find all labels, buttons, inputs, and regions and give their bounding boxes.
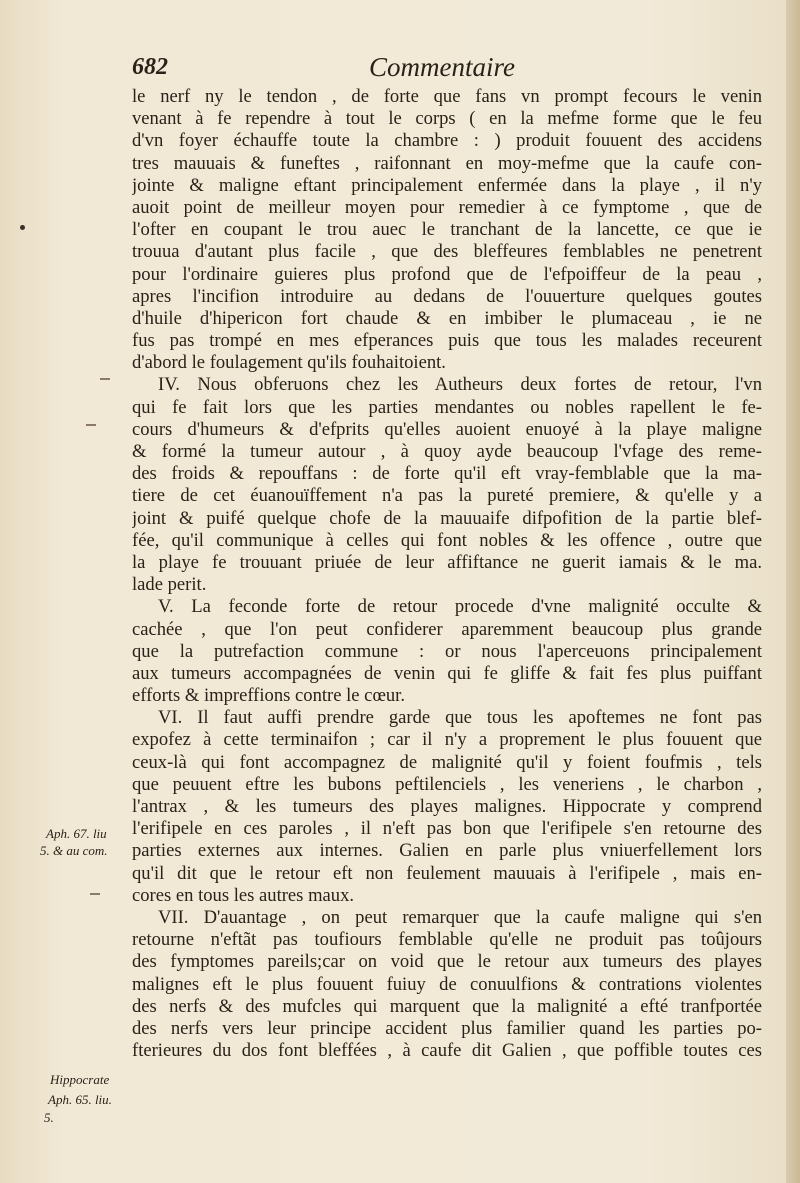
paragraph-heading-iv: IV. Nous obferuons chez les Autheurs deux fortes de retour, l'vn [158, 374, 762, 396]
text-line: l'erifipele en ces paroles , il n'eft pas bon que l'erifipele s'en retourne des [132, 818, 762, 840]
margin-note-aph67: Aph. 67. liu [46, 826, 107, 841]
text-line: malignes eft le plus fouuent fuiuy de conuulfions & contrations violentes [132, 973, 762, 995]
paragraph-heading-vi: VI. Il faut auffi prendre garde que tous les apoftemes ne font pas [158, 707, 762, 729]
text-line: parties externes aux internes. Galien en parle plus vniuerfellement lors [132, 840, 762, 862]
text-line: lade perit. [132, 574, 207, 596]
margin-note-hippocrate: Hippocrate [50, 1072, 110, 1087]
margin-mark [90, 893, 100, 895]
paragraph-heading-vii: VII. D'auantage , on peut remarquer que la caufe maligne qui s'en [158, 906, 762, 928]
text-line: d'vn foyer échauffe toute la chambre : ) produit fouuent des accidens [132, 130, 762, 152]
text-line: des froids & repouffans : de forte qu'il eft vray-femblable que la ma- [132, 463, 762, 485]
text-line: que peuuent eftre les bubons peftilenciels , les veneriens , le charbon , [132, 773, 762, 795]
margin-mark [100, 378, 110, 380]
page-header [132, 54, 762, 84]
text-line: fterieures du dos font bleffées , à caufe dit Galien , que poffible toutes ces [132, 1040, 762, 1062]
text-line: l'antrax , & les tumeurs des playes malignes. Hippocrate y comprend [132, 796, 762, 817]
text-line: la playe fe trouuant priuée de leur affiftance ne guerit iamais & le ma. [132, 551, 762, 573]
text-line: des nerfs & des mufcles qui marquent que la malignité a efté tranfportée [132, 995, 762, 1017]
margin-note-aph65: Aph. 65. liu. [48, 1092, 112, 1107]
text-line: que la putrefaction commune : or nous l'aperceuons principalement [132, 640, 762, 662]
text-line: cachée , que l'on peut confiderer aparemment beaucoup plus grande [132, 618, 762, 640]
margin-note-aph65-cont: 5. [44, 1110, 54, 1125]
text-line: efforts & impreffions contre le cœur. [132, 685, 405, 707]
text-line: d'huile d'hipericon fort chaude & en imbiber le plumaceau , ie ne [132, 307, 762, 329]
text-line: retourne n'eftãt pas toufiours femblable qu'elle ne produit pas toûjours [132, 929, 762, 951]
text-line: fus pas trompé en mes efperances puis que tous les malades receurent [132, 330, 762, 352]
text-line: jointe & maligne eftant principalement enfermée dans la playe , il n'y [132, 174, 762, 196]
text-line: cours d'humeurs & d'efprits qu'elles auoient enuoyé à la playe maligne [132, 418, 762, 440]
body-text [132, 86, 762, 1062]
text-line: cores en tous les autres maux. [132, 884, 355, 906]
text-line: le nerf ny le tendon , de forte que fans vn prompt fecours le venin [132, 86, 762, 107]
text-line: des nerfs vers leur principe accident plus familier quand les parties po- [132, 1017, 762, 1039]
text-line: joint & puifé quelque chofe de la mauuaife difpofition de la partie blef- [132, 507, 762, 529]
ink-spot [20, 225, 25, 230]
text-line: tres mauuais & funeftes , raifonnant en moy-mefme que la caufe con- [132, 152, 762, 174]
text-line: trouua d'autant plus facile , que des bleffeures femblables ne penetrent [132, 241, 762, 263]
text-line: expofez à cette terminaifon ; car il n'y a proprement le plus fouuent que [132, 729, 762, 751]
paragraph-heading-v: V. La feconde forte de retour procede d'vne malignité occulte & [158, 596, 762, 618]
text-line: apres l'incifion introduire au dedans de l'ouuerture quelques goutes [132, 285, 762, 307]
text-line: auoit point de meilleur moyen pour remedier à ce fymptome , que de [132, 196, 762, 218]
text-line: pour l'ordinaire guieres plus profond que de l'efpoiffeur de la peau , [132, 263, 762, 285]
text-line: venant à fe rependre à tout le corps ( en la mefme forme que le feu [132, 108, 762, 130]
text-line: aux tumeurs accompagnées de venin qui fe gliffe & fait fes plus puiffant [132, 662, 762, 684]
text-line: ceux-là qui font accompagnez de malignité qu'il y foient foufmis , tels [132, 751, 762, 773]
margin-note-aph67-cont: 5. & au com. [40, 843, 108, 858]
text-line: l'ofter en coupant le trou auec le tranchant de la lancette, ce que ie [132, 219, 762, 241]
page-number: 682 [132, 54, 168, 80]
text-line: d'abord le foulagement qu'ils fouhaitoient. [132, 352, 446, 374]
text-line: des fymptomes pareils;car on void que le retour aux tumeurs des playes [132, 951, 762, 973]
text-line: & formé la tumeur autour , à quoy ayde beaucoup l'vfage des reme- [132, 441, 762, 462]
text-line: tiere de cet éuanouïffement n'a pas la pureté premiere, & qu'elle y a [132, 485, 762, 507]
page-edge-shadow [786, 0, 800, 1183]
text-line: qu'il dit que le retour eft non feulement mauuais à l'erifipele , mais en- [132, 862, 762, 884]
running-title: Commentaire [369, 52, 515, 82]
margin-mark [86, 424, 96, 426]
text-line: fée, qu'il communique à celles qui font nobles & les offence , outre que [132, 529, 762, 551]
text-line: qui fe fait lors que les parties mendantes ou nobles rapellent le fe- [132, 396, 762, 418]
